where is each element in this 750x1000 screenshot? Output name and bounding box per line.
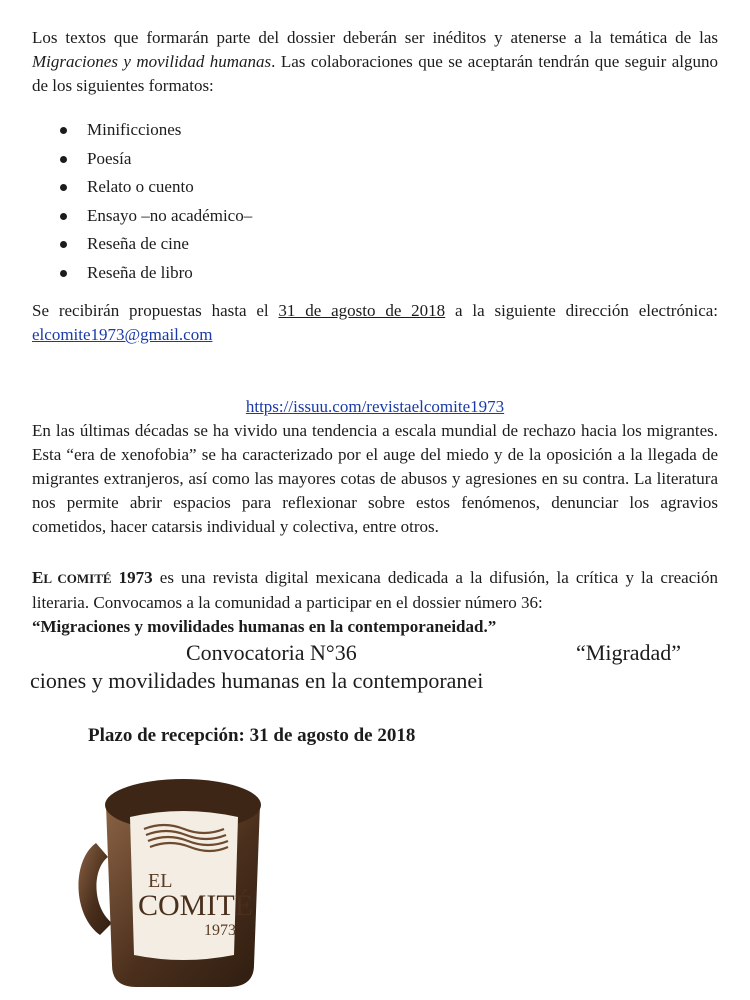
logo-line-year: 1973	[204, 922, 236, 939]
deadline-date: 31 de agosto de 2018	[278, 301, 446, 320]
issuu-link-line	[0, 395, 750, 419]
format-label: Minificciones	[87, 120, 182, 139]
bullet-icon	[60, 184, 67, 191]
format-label: Poesía	[87, 148, 132, 168]
format-label: Relato o cuento	[87, 177, 194, 196]
theme-italic: Migraciones y movilidad humanas	[32, 52, 272, 71]
format-list-item	[60, 230, 746, 259]
cup-handle	[78, 843, 112, 935]
convocatoria-label: Convocatoria N°36	[186, 640, 357, 665]
format-list-item	[60, 116, 746, 145]
convocatoria-nickname: “Migradad”	[576, 640, 682, 665]
bullet-icon	[60, 156, 67, 163]
el-comite-logo	[78, 765, 288, 990]
format-label: Reseña de libro	[87, 262, 193, 282]
intro-paragraph: Los textos que formarán parte del dossier deberán ser inéditos y atenerse a la temática de las Migraciones y movilidad humanas. Las colaboraciones que se aceptarán tendrán que seguir alguno de los siguientes formatos:	[32, 28, 718, 95]
comite-name: EL COMITÉ 1973	[32, 568, 153, 587]
migration-paragraph: En las últimas décadas se ha vivido una tendencia a escala mundial de rechazo hacia los migrantes. Esta “era de xenofobia” se ha caracterizado por el auge del miedo y de la oposición a la llegada de migrantes extranjeros, así como las mayores cotas de abusos y agresiones en su contra. La literatura nos permite abrir espacios para reflexionar sobre estos fenómenos, denunciar los agravios cometidos, hacer catarsis individual y colectiva, entre otros.	[32, 421, 718, 536]
issuu-link[interactable]: https://issuu.com/revistaelcomite1973	[245, 397, 505, 416]
cropped-title-line: ciones y movilidades humanas en la contemporanei	[30, 668, 484, 693]
comite-paragraph: EL COMITÉ 1973 es una revista digital mexicana dedicada a la difusión, la crítica y la creación literaria. Convocamos a la comunidad a participar en el dossier número 36: “Migraciones y movilidades humanas en la contemporaneidad.”	[32, 568, 718, 636]
plazo-heading: Plazo de recepción: 31 de agosto de 2018	[88, 725, 416, 746]
dossier-title: “Migraciones y movilidades humanas en la contemporaneidad.”	[32, 617, 497, 636]
format-list-item	[60, 259, 746, 288]
format-list-item	[60, 145, 746, 174]
email-link[interactable]: elcomite1973@gmail.com	[32, 325, 213, 344]
bullet-icon	[60, 241, 67, 248]
submission-paragraph: Se recibirán propuestas hasta el 31 de agosto de 2018 a la siguiente dirección electrónica: elcomite1973@gmail.com	[32, 301, 719, 344]
bullet-icon	[60, 213, 67, 220]
formats-list	[60, 116, 746, 287]
bullet-icon	[60, 270, 67, 277]
format-label: Reseña de cine	[87, 234, 189, 253]
logo-line-comite: COMITÉ	[138, 889, 253, 922]
format-list-item	[60, 173, 746, 202]
format-label: Ensayo –no académico–	[87, 205, 253, 225]
logo-line-el: EL	[148, 870, 173, 892]
format-list-item	[60, 202, 746, 231]
bullet-icon	[60, 127, 67, 134]
